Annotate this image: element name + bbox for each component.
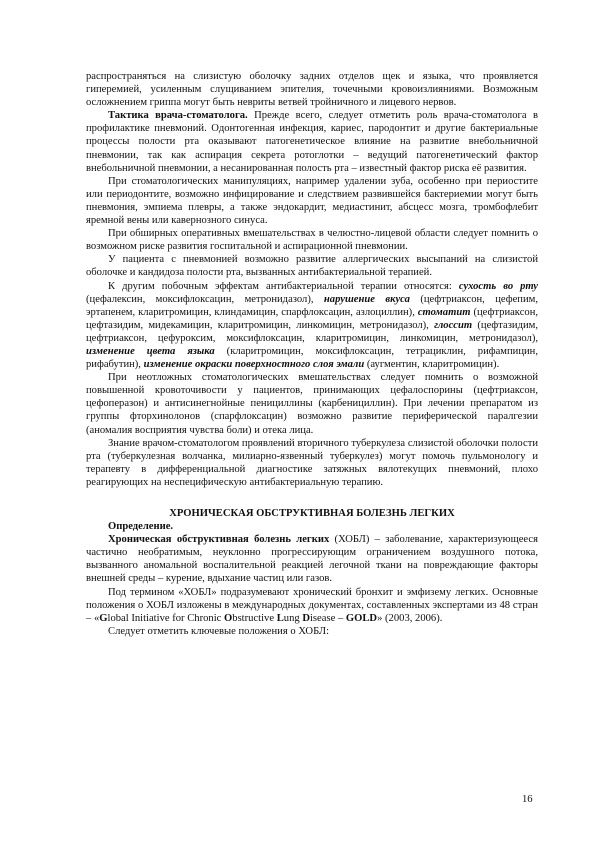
definition-label: Определение. — [108, 521, 174, 533]
paragraph-allergic-reactions: У пациента с пневмонией возможно развитие аллергических высыпаний на слизистой оболочке и кандидоза полости рта, вызванных антибактериальной терапией. — [86, 254, 538, 279]
side-effects-text: (цефтриаксон, цефтазидим, мидекамицин, кларитромицин, линкомицин, метронидазол), — [86, 306, 539, 331]
side-effect-dry-mouth: сухость во рту — [458, 280, 539, 292]
copd-term-text: Под термином «ХОБЛ» подразумевают хронический бронхит и эмфизему легких. Основные положения о ХОБЛ изложены в международных документах, составленных экспертами из 48 стран – « — [86, 586, 538, 624]
section-spacer — [86, 489, 538, 507]
paragraph-side-effects — [86, 280, 538, 372]
dentist-tactics-text: Прежде всего, следует отметить роль врача-стоматолога в профилактике пневмоний. Одонтогенная инфекция, кариес, пародонтит и другие бактериальные процессы полости рта оказывают патогенетическое влияние на развитие внебольничной пневмонии, так как аспирация секрета ротоглотки – ведущий патогенетический фактор внебольничной пневмонии, а несанированная полость рта – известный фактор риска её развития. — [86, 110, 538, 174]
side-effects-text: (цефалексин, моксифлоксацин, метронидазол), — [86, 293, 324, 305]
paragraph-dental-manipulations: При стоматологических манипуляциях, например удалении зуба, особенно при периостите или периодонтите, возможно инфицирование и следствием развившейся бактериемии могут быть пневмония, эмпиема плевры, а также эндокардит, медиастинит, абсцесс мозга, тромбофлебит яремной вены или кавернозного синуса. — [86, 175, 538, 227]
side-effect-enamel-color: изменение окраски поверхностного слоя эмали — [143, 359, 365, 371]
side-effects-text: (цефтриаксон, цефепим, эртапенем, кларитромицин, клиндамицин, спарфлоксацин, азлоциллин), — [86, 293, 539, 318]
side-effect-glossitis: глоссит — [434, 319, 473, 331]
paragraph-copd-definition — [86, 533, 538, 585]
gold-letter: L — [276, 612, 284, 624]
paragraph-copd-term — [86, 586, 538, 625]
paragraph-dentist-tactics — [86, 109, 538, 174]
copd-term-text: bstructive — [232, 612, 277, 624]
side-effect-tongue-color: изменение цвета языка — [86, 345, 215, 357]
copd-term-text: » (2003, 2006). — [377, 612, 443, 624]
gold-letter: D — [302, 612, 310, 624]
side-effects-text: (аугментин, кларитромицин). — [364, 359, 500, 371]
copd-term-text: isease – — [309, 612, 346, 624]
document-page — [86, 70, 538, 638]
side-effect-taste: нарушение вкуса — [323, 293, 410, 305]
gold-letter: G — [99, 612, 108, 624]
page-number: 16 — [522, 794, 533, 805]
copd-term: Хроническая обструктивная болезнь легких — [108, 534, 330, 546]
side-effects-text: (кларитромицин, моксифлоксацин, тетрациклин, рифампицин, рифабутин), — [86, 345, 539, 371]
copd-term-text: ung — [283, 612, 303, 624]
copd-definition-text: (ХОБЛ) – заболевание, характеризующееся частично необратимым, неуклонно прогрессирующим ограничением воздушного потока, вызванного аномальной воспалительной реакцией легочной ткани на повреждающие факторы внешней среды – курение, вдыхание частиц или газов. — [86, 534, 538, 585]
dentist-tactics-lead: Тактика врача-стоматолога. — [108, 110, 248, 122]
copd-term-text: lobal Initiative for Chronic — [107, 612, 225, 624]
paragraph-urgent-interventions: При неотложных стоматологических вмешательствах следует помнить о возможной повышенной кровоточивости у пациентов, принимающих цефалоспорины (цефтриаксон, цефоперазон) и антисинегнойные пенициллины (карбенициллин). При лечении препаратом из группы фторхинолонов (спарфлоксацин) возможно развитие периферической паралгезии (аномалия восприятия чувства боли) и отека лица. — [86, 372, 538, 436]
paragraph-surgery-risk: При обширных оперативных вмешательствах в челюстно-лицевой области следует помнить о возможном риске развития госпитальной и аспирационной пневмонии. — [86, 228, 538, 253]
side-effects-text: (цефтазидим, цефтриаксон, цефуроксим, моксифлоксацин, кларитромицин, линкомицин, метронидазол), — [86, 319, 538, 344]
paragraph-tuberculosis: Знание врачом-стоматологом проявлений вторичного туберкулеза слизистой оболочки полости рта (туберкулезная волчанка, милиарно-язвенный туберкулез) могут помочь пульмонологу и терапевту в дифференциальной диагностике затяжных вялотекущих пневмоний, плохо реагирующих на неспецифическую антибактериальную терапию. — [86, 437, 538, 488]
side-effect-stomatitis: стоматит — [417, 306, 471, 318]
paragraph-influenza-complications: распространяться на слизистую оболочку задних отделов щек и языка, что проявляется гиперемией, усиленным слущиванием эпителия, точечными кровоизлияниями. Возможным осложнением гриппа могут быть невриты ветвей тройничного и лицевого нервов. — [86, 71, 538, 109]
gold-letter: O — [224, 612, 233, 624]
section-heading: ХРОНИЧЕСКАЯ ОБСТРУКТИВНАЯ БОЛЕЗНЬ ЛЕГКИХ — [169, 508, 455, 519]
gold-acronym: GOLD — [345, 612, 378, 624]
side-effects-text: К другим побочным эффектам антибактериальной терапии относятся: — [108, 280, 459, 292]
paragraph-key-points: Следует отметить ключевые положения о ХОБЛ: — [108, 625, 330, 637]
